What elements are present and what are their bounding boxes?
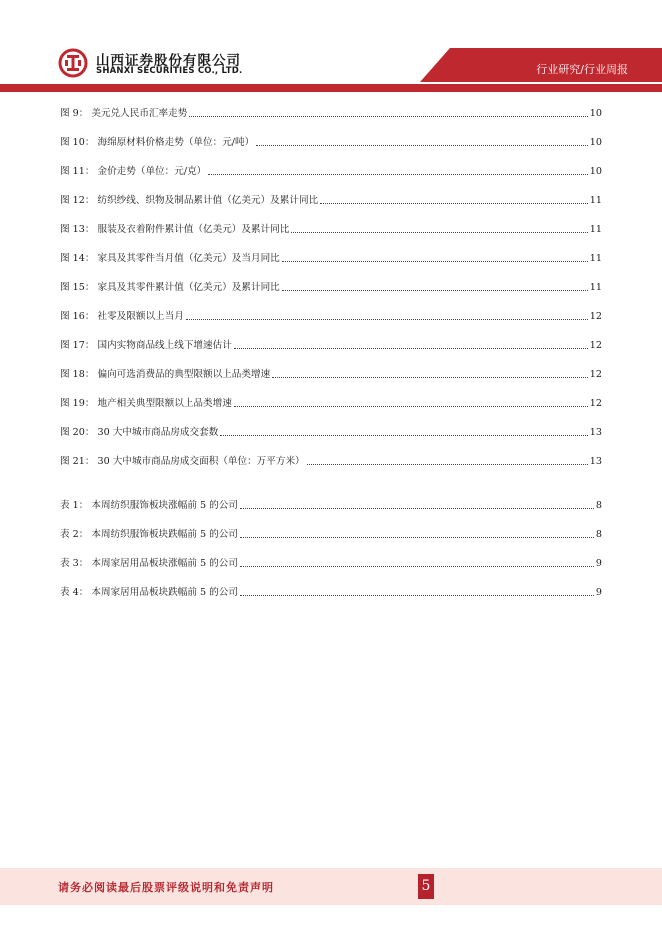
toc-entry-label: 图 21： 30 大中城市商品房成交面积（单位：万平方米）	[60, 456, 305, 467]
toc-figure-row[interactable]	[60, 102, 602, 120]
disclaimer-text: 请务必阅读最后股票评级说明和免责声明	[58, 881, 274, 894]
toc-page-number: 10	[589, 137, 602, 148]
toc-figure-row[interactable]	[60, 450, 602, 468]
toc-entry-label: 表 3： 本周家居用品板块涨幅前 5 的公司	[60, 558, 238, 569]
toc-page-number: 11	[589, 195, 602, 206]
toc-figure-row[interactable]	[60, 392, 602, 410]
dot-leader	[208, 173, 588, 175]
header-band	[0, 0, 662, 92]
dot-leader	[240, 565, 594, 567]
toc-page-number: 11	[589, 224, 602, 235]
toc-page-number: 9	[595, 558, 602, 569]
toc-figure-row[interactable]	[60, 363, 602, 381]
toc-page-number: 13	[589, 456, 602, 467]
toc-page-number: 10	[589, 108, 602, 119]
toc-entry-label: 图 19： 地产相关典型限额以上品类增速	[60, 398, 232, 409]
page-number: 5	[418, 874, 434, 899]
toc-entry-label: 表 2： 本周纺织服饰板块跌幅前 5 的公司	[60, 529, 238, 540]
toc-entry-label: 图 16： 社零及限额以上当月	[60, 311, 184, 322]
dot-leader	[307, 463, 588, 465]
toc-figure-row[interactable]	[60, 131, 602, 149]
dot-leader	[234, 347, 588, 349]
dot-leader	[234, 405, 588, 407]
dot-leader	[189, 115, 587, 117]
toc-table-row[interactable]	[60, 494, 602, 512]
toc-entry-label: 图 15： 家具及其零件累计值（亿美元）及累计同比	[60, 282, 280, 293]
dot-leader	[320, 202, 588, 204]
toc-entry-label: 图 13： 服装及衣着附件累计值（亿美元）及累计同比	[60, 224, 290, 235]
toc-page-number: 12	[589, 311, 602, 322]
toc-table-row[interactable]	[60, 581, 602, 599]
toc-figure-row[interactable]	[60, 276, 602, 294]
toc-entry-label: 表 1： 本周纺织服饰板块涨幅前 5 的公司	[60, 500, 238, 511]
toc-page-number: 12	[589, 398, 602, 409]
dot-leader	[291, 231, 587, 233]
toc-page-number: 8	[595, 500, 602, 511]
toc-entry-label: 图 14： 家具及其零件当月值（亿美元）及当月同比	[60, 253, 280, 264]
toc-entry-label: 图 11： 金价走势（单位：元/克）	[60, 166, 207, 177]
toc-page-number: 11	[589, 253, 602, 264]
dot-leader	[240, 536, 594, 538]
toc-table-row[interactable]	[60, 523, 602, 541]
page-header	[0, 0, 662, 92]
toc-figure-row[interactable]	[60, 334, 602, 352]
dot-leader	[272, 376, 588, 378]
toc-figure-row[interactable]	[60, 421, 602, 439]
dot-leader	[186, 318, 588, 320]
report-type: 行业研究/行业周报	[536, 63, 628, 76]
company-name-cn: 山西证券股份有限公司	[96, 53, 241, 69]
dot-leader	[282, 260, 588, 262]
toc-figure-row[interactable]	[60, 218, 602, 236]
toc-figure-row[interactable]	[60, 189, 602, 207]
toc-entry-label: 图 17： 国内实物商品线上线下增速估计	[60, 340, 232, 351]
company-name-en: SHANXI SECURITIES CO., LTD.	[96, 66, 243, 76]
company-logo-icon	[58, 48, 88, 78]
toc-entry-label: 图 12： 纺织纱线、织物及制品累计值（亿美元）及累计同比	[60, 195, 319, 206]
toc-entry-label: 图 10： 海绵原材料价格走势（单位：元/吨）	[60, 137, 255, 148]
toc-entry-label: 图 18： 偏向可选消费品的典型限额以上品类增速	[60, 369, 271, 380]
toc-entry-label: 表 4： 本周家居用品板块跌幅前 5 的公司	[60, 587, 238, 598]
dot-leader	[282, 289, 588, 291]
toc-page-number: 8	[595, 529, 602, 540]
toc-figure-row[interactable]	[60, 160, 602, 178]
toc-entry-label: 图 20： 30 大中城市商品房成交套数	[60, 427, 219, 438]
dot-leader	[220, 434, 587, 436]
toc-page-number: 12	[589, 340, 602, 351]
toc-page-number: 12	[589, 369, 602, 380]
toc-figure-row[interactable]	[60, 305, 602, 323]
toc-figure-row[interactable]	[60, 247, 602, 265]
toc-page-number: 9	[595, 587, 602, 598]
toc-page-number: 11	[589, 282, 602, 293]
toc-page-number: 10	[589, 166, 602, 177]
toc-table-row[interactable]	[60, 552, 602, 570]
toc-entry-label: 图 9： 美元兑人民币汇率走势	[60, 108, 188, 119]
dot-leader	[240, 507, 594, 509]
dot-leader	[256, 144, 588, 146]
toc-page-number: 13	[589, 427, 602, 438]
dot-leader	[240, 594, 594, 596]
